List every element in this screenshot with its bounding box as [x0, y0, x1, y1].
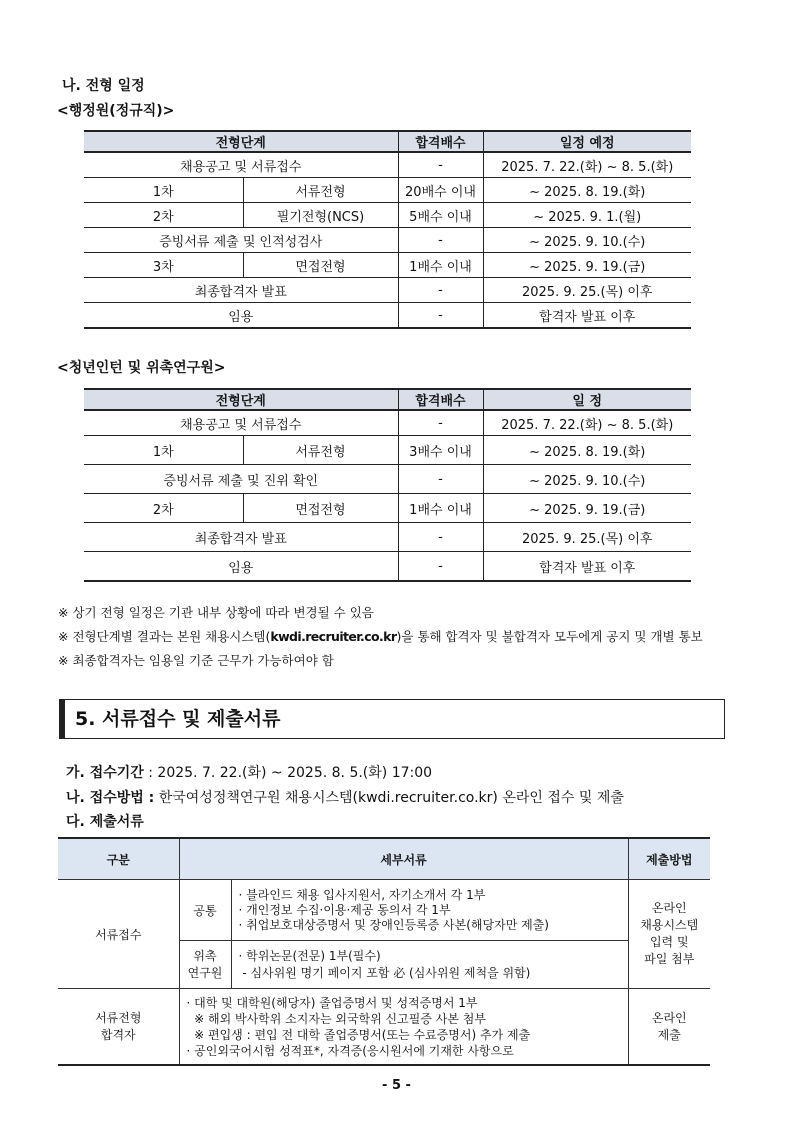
subcategory-line: 위촉 — [193, 948, 217, 963]
page-number: - 5 - — [382, 1078, 411, 1093]
date-cell: 2025. 9. 25.(목) 이후 — [483, 523, 691, 552]
ratio-cell: - — [398, 303, 483, 329]
stage-cell: 채용공고 및 서류접수 — [84, 152, 398, 178]
table-row — [84, 303, 691, 329]
subcategory-cell — [179, 941, 231, 989]
column-header: 전형단계 — [84, 389, 398, 410]
section-title: 5. 서류접수 및 제출서류 — [75, 708, 281, 730]
table-row — [84, 178, 691, 203]
method-line: 온라인 — [651, 1010, 687, 1025]
date-cell: 합격자 발표 이후 — [483, 552, 691, 582]
method-line: 온라인 — [651, 901, 687, 915]
list-item: · 개인정보 수집·이용·제공 동의서 각 1부 — [238, 902, 451, 917]
method-line: 파일 첨부 — [644, 952, 695, 966]
category-cell: 서류접수 — [58, 880, 179, 989]
table-row — [58, 880, 710, 941]
application-period — [66, 762, 432, 782]
documents-heading — [66, 811, 144, 831]
table-row — [84, 494, 691, 523]
ratio-cell: - — [398, 152, 483, 178]
table-row — [84, 203, 691, 228]
ratio-cell: - — [398, 523, 483, 552]
date-cell: 2025. 7. 22.(화) ~ 8. 5.(화) — [483, 410, 691, 436]
date-cell: ~ 2025. 9. 10.(수) — [483, 465, 691, 494]
stage-cell: 임용 — [84, 303, 398, 329]
table-row — [84, 465, 691, 494]
subheading-intern: <청년인턴 및 위촉연구원> — [57, 360, 226, 376]
date-cell: ~ 2025. 9. 19.(금) — [483, 253, 691, 278]
method-line: 입력 및 — [649, 935, 689, 949]
passer-docs-cell — [179, 989, 628, 1066]
table-row — [84, 253, 691, 278]
date-cell: 2025. 7. 22.(화) ~ 8. 5.(화) — [483, 152, 691, 178]
stage-cell: 채용공고 및 서류접수 — [84, 410, 398, 436]
round-cell: 1차 — [84, 178, 243, 203]
round-cell: 3차 — [84, 253, 243, 278]
ratio-cell: - — [398, 228, 483, 253]
table-row — [84, 552, 691, 582]
table-row — [58, 989, 710, 1066]
date-cell: ~ 2025. 8. 19.(화) — [483, 436, 691, 465]
application-method — [66, 787, 624, 807]
period-label: 가. 접수기간 — [66, 765, 144, 781]
ratio-cell: 1배수 이내 — [398, 494, 483, 523]
section-heading: 나. 전형 일정 — [62, 78, 145, 94]
table-header-row — [84, 131, 691, 152]
column-header: 일 정 — [483, 389, 691, 410]
column-header: 세부서류 — [179, 838, 628, 880]
schedule-table-intern — [84, 388, 691, 582]
table-row — [84, 523, 691, 552]
subcategory-line: 연구원 — [187, 965, 223, 980]
stage-cell: 증빙서류 제출 및 진위 확인 — [84, 465, 398, 494]
researcher-docs-cell — [231, 941, 628, 989]
table-row — [84, 278, 691, 303]
column-header: 합격배수 — [398, 131, 483, 152]
common-docs-cell — [231, 880, 628, 941]
list-item: · 블라인드 채용 입사지원서, 자기소개서 각 1부 — [238, 887, 486, 902]
stage-cell: 증빙서류 제출 및 인적성검사 — [84, 228, 398, 253]
note-text: ※ 전형단계별 결과는 본원 채용시스템( — [58, 629, 271, 644]
method-cell — [628, 989, 710, 1066]
note-result-notice — [58, 627, 703, 645]
date-cell: ~ 2025. 8. 19.(화) — [483, 178, 691, 203]
column-header: 제출방법 — [628, 838, 710, 880]
table-row — [84, 228, 691, 253]
date-cell: ~ 2025. 9. 19.(금) — [483, 494, 691, 523]
date-cell: ~ 2025. 9. 10.(수) — [483, 228, 691, 253]
subcategory-cell: 공통 — [179, 880, 231, 941]
ratio-cell: - — [398, 465, 483, 494]
note-text: )을 통해 합격자 및 불합격자 모두에게 공지 및 개별 통보 — [396, 629, 703, 644]
table-header-row — [58, 838, 710, 880]
category-cell — [58, 989, 179, 1066]
stage-cell: 서류전형 — [243, 436, 398, 465]
stage-cell: 최종합격자 발표 — [84, 523, 398, 552]
recruit-url: kwdi.recruiter.co.kr — [270, 629, 397, 644]
period-value: : 2025. 7. 22.(화) ~ 2025. 8. 5.(화) 17:00 — [143, 765, 433, 781]
ratio-cell: 1배수 이내 — [398, 253, 483, 278]
documents-table — [58, 837, 710, 1066]
note-schedule-change: ※ 상기 전형 일정은 기관 내부 상황에 따라 변경될 수 있음 — [58, 605, 374, 620]
documents-label: 다. 제출서류 — [66, 814, 144, 830]
list-item: · 학위논문(전문) 1부(필수) — [238, 948, 381, 963]
stage-cell: 면접전형 — [243, 253, 398, 278]
list-item: · 대학 및 대학원(해당자) 졸업증명서 및 성적증명서 1부 — [186, 995, 478, 1010]
note-availability: ※ 최종합격자는 임용일 기준 근무가 가능하여야 함 — [58, 653, 334, 668]
round-cell: 2차 — [84, 203, 243, 228]
date-cell: ~ 2025. 9. 1.(월) — [483, 203, 691, 228]
ratio-cell: 5배수 이내 — [398, 203, 483, 228]
list-item: · 취업보호대상증명서 및 장애인등록증 사본(해당자만 제출) — [238, 917, 549, 932]
stage-cell: 필기전형(NCS) — [243, 203, 398, 228]
ratio-cell: - — [398, 410, 483, 436]
list-item: ※ 편입생 : 편입 전 대학 졸업증명서(또는 수료증명서) 추가 제출 — [186, 1027, 531, 1042]
list-item: ※ 해외 박사학위 소지자는 외국학위 신고필증 사본 첨부 — [186, 1011, 486, 1026]
section-title-box — [59, 699, 725, 739]
table-row — [84, 152, 691, 178]
table-row — [84, 436, 691, 465]
round-cell: 2차 — [84, 494, 243, 523]
method-label: 나. 접수방법 : — [66, 790, 155, 806]
date-cell: 2025. 9. 25.(목) 이후 — [483, 278, 691, 303]
method-value: 한국여성정책연구원 채용시스템(kwdi.recruiter.co.kr) 온라인 접수 및 제출 — [154, 790, 624, 806]
ratio-cell: - — [398, 278, 483, 303]
list-item: · 공인외국어시험 성적표*, 자격증(응시원서에 기재한 사항으로 — [186, 1043, 514, 1058]
column-header: 일정 예정 — [483, 131, 691, 152]
column-header: 합격배수 — [398, 389, 483, 410]
ratio-cell: - — [398, 552, 483, 582]
method-cell — [628, 880, 710, 989]
table-header-row — [84, 389, 691, 410]
stage-cell: 서류전형 — [243, 178, 398, 203]
category-line: 합격자 — [100, 1027, 136, 1042]
list-item: - 심사위원 명기 페이지 포함 必 (심사위원 제척을 위함) — [238, 965, 531, 980]
date-cell: 합격자 발표 이후 — [483, 303, 691, 329]
stage-cell: 최종합격자 발표 — [84, 278, 398, 303]
stage-cell: 면접전형 — [243, 494, 398, 523]
column-header: 전형단계 — [84, 131, 398, 152]
column-header: 구분 — [58, 838, 179, 880]
ratio-cell: 3배수 이내 — [398, 436, 483, 465]
stage-cell: 임용 — [84, 552, 398, 582]
ratio-cell: 20배수 이내 — [398, 178, 483, 203]
method-line: 채용시스템 — [640, 918, 699, 932]
table-row — [84, 410, 691, 436]
category-line: 서류전형 — [95, 1010, 142, 1025]
round-cell: 1차 — [84, 436, 243, 465]
method-line: 제출 — [657, 1027, 681, 1042]
schedule-table-admin — [84, 130, 691, 329]
subheading-admin: <행정원(정규직)> — [57, 103, 175, 119]
